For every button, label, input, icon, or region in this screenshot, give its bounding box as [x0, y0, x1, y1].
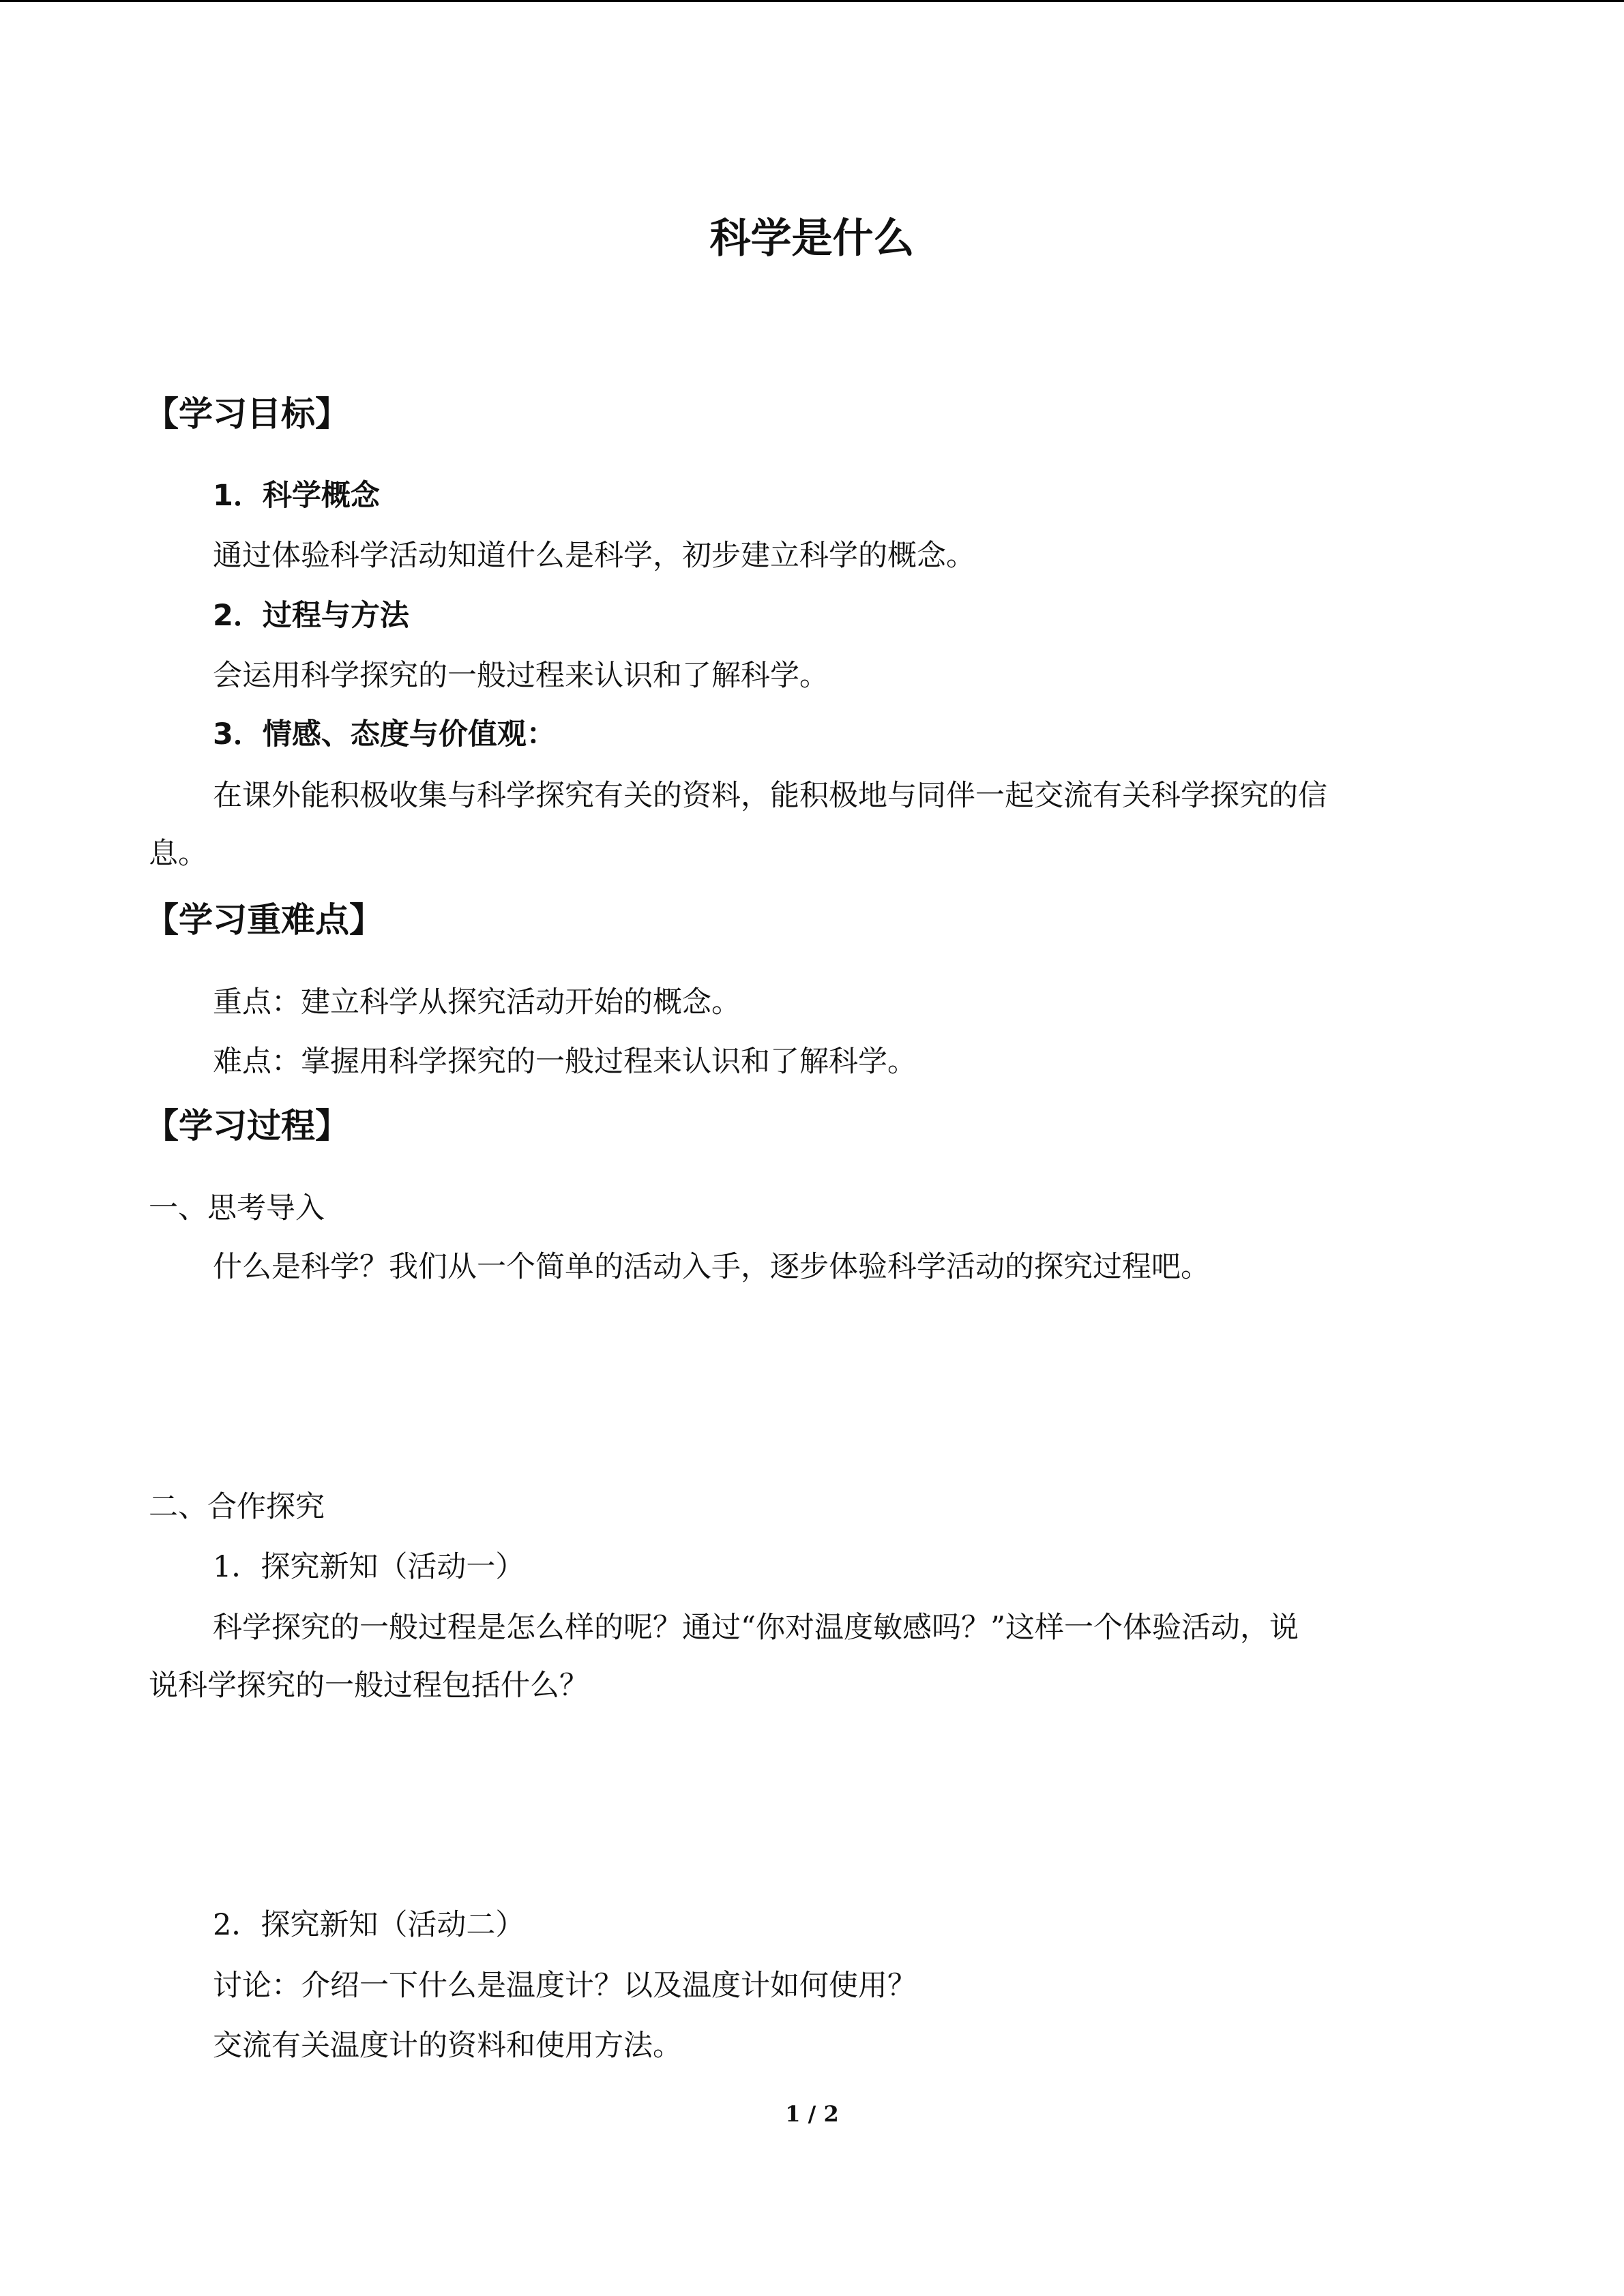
activity1-title: 1．探究新知（活动一） — [213, 1550, 525, 1584]
document-title: 科学是什么 — [709, 215, 915, 263]
section-heading-process: 【学习过程】 — [145, 1106, 349, 1146]
activity2-text-line1: 讨论：介绍一下什么是温度计？以及温度计如何使用？ — [213, 1969, 917, 2003]
goal-item3-text-line1: 在课外能积极收集与科学探究有关的资料，能积极地与同伴一起交流有关科学探究的信 — [213, 779, 1327, 813]
key-point-difficulty: 难点：掌握用科学探究的一般过程来认识和了解科学。 — [213, 1045, 917, 1079]
activity1-text-line1: 科学探究的一般过程是怎么样的呢？通过“你对温度敏感吗？”这样一个体验活动，说 — [213, 1611, 1299, 1645]
goal-item2-title: 2．过程与方法 — [213, 599, 409, 633]
goal-item1-text: 通过体验科学活动知道什么是科学，初步建立科学的概念。 — [213, 539, 975, 573]
goal-item3-text-line2: 息。 — [149, 837, 207, 871]
goal-item2-text: 会运用科学探究的一般过程来认识和了解科学。 — [213, 659, 829, 693]
key-point-focus: 重点：建立科学从探究活动开始的概念。 — [213, 985, 741, 1019]
goal-item1-title: 1．科学概念 — [213, 479, 380, 513]
page-number: 1 / 2 — [785, 2101, 839, 2127]
section-heading-goals: 【学习目标】 — [145, 394, 349, 434]
process-part1-title: 一、思考导入 — [149, 1191, 325, 1225]
process-part1-text: 什么是科学？我们从一个简单的活动入手，逐步体验科学活动的探究过程吧。 — [213, 1250, 1210, 1284]
goal-item3-title: 3．情感、态度与价值观： — [213, 717, 556, 751]
process-part2-title: 二、合作探究 — [149, 1490, 325, 1524]
activity1-text-line2: 说科学探究的一般过程包括什么？ — [149, 1669, 589, 1703]
activity2-title: 2．探究新知（活动二） — [213, 1908, 525, 1942]
section-heading-key-points: 【学习重难点】 — [145, 900, 383, 940]
activity2-text-line2: 交流有关温度计的资料和使用方法。 — [213, 2029, 682, 2063]
